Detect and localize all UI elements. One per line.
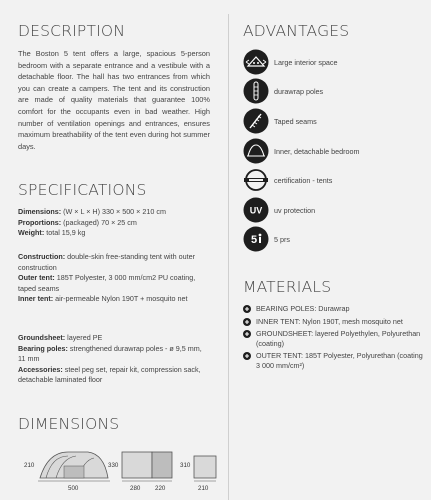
plus-circle-icon bbox=[243, 352, 251, 360]
description-text: The Boston 5 tent offers a large, spacious 5-person bedroom with a separate entrance and a vestibule with a detachable floor. The hall has two entrances from which you can create a campers. The tent and its construction are made of quality materials that guarantee 100% comfort for the occupants even in bad weather. High number of ventilation openings and entrances, ensures maximum breathability of the tent even during hot summer days. bbox=[18, 49, 210, 151]
advantage-label: certification - tents bbox=[274, 175, 333, 185]
vestibule-length-label: 220 bbox=[155, 485, 166, 492]
advantage-label: Large interior space bbox=[274, 57, 338, 67]
advantage-label: uv protection bbox=[274, 205, 316, 215]
inner-length-label: 280 bbox=[130, 485, 141, 492]
spec-line: Dimensions: (W × L × H) 330 × 500 × 210 cm bbox=[18, 207, 166, 216]
material-text: BEARING POLES: Durawrap bbox=[256, 304, 350, 313]
advantage-label: durawrap poles bbox=[274, 86, 324, 96]
list-item bbox=[243, 317, 428, 327]
spec-line: Proportions: (packaged) 70 × 25 cm bbox=[18, 217, 137, 227]
spec-group-1 bbox=[18, 207, 210, 239]
back-depth-label: 210 bbox=[198, 485, 209, 492]
advantages-title: ADVANTAGES bbox=[243, 22, 350, 40]
bedroom-icon bbox=[243, 138, 269, 164]
list-item bbox=[243, 329, 428, 348]
front-view-drawing bbox=[180, 456, 216, 492]
advantage-item bbox=[243, 166, 332, 194]
uv-glyph: UV bbox=[249, 205, 263, 216]
advantage-item bbox=[243, 77, 323, 105]
side-height-label: 210 bbox=[24, 462, 35, 469]
advantage-item bbox=[243, 196, 315, 224]
spec-line: Construction: double-skin free-standing tent with outer construction bbox=[18, 252, 195, 272]
persons-icon bbox=[243, 226, 269, 252]
uv-icon bbox=[243, 197, 269, 223]
advantage-label: 5 prs bbox=[274, 234, 290, 244]
list-item bbox=[243, 304, 428, 314]
dimensions-title: DIMENSIONS bbox=[18, 415, 120, 433]
poles-icon bbox=[243, 78, 269, 104]
plus-circle-icon bbox=[243, 330, 251, 338]
spec-line: Weight: total 15,9 kg bbox=[18, 228, 86, 238]
front-width-label: 330 bbox=[108, 462, 119, 469]
spec-line: Accessories: steel peg set, repair kit, compression sack, detachable laminated floor bbox=[18, 364, 201, 385]
materials-list bbox=[243, 304, 428, 374]
advantage-item bbox=[243, 137, 360, 165]
back-height-label: 310 bbox=[180, 462, 191, 469]
description-title: DESCRIPTION bbox=[18, 22, 126, 40]
side-view-drawing bbox=[24, 452, 110, 492]
materials-title: MATERIALS bbox=[243, 278, 332, 296]
material-text: OUTER TENT: 185T Polyester, Polyurethan (coating 3 000 mm/cm²) bbox=[256, 351, 423, 370]
certification-icon bbox=[243, 167, 269, 193]
spec-group-2 bbox=[18, 252, 210, 305]
spec-line: Bearing poles: strengthened durawrap poles - ø 9,5 mm, 11 mm bbox=[18, 343, 202, 364]
dimension-drawings bbox=[18, 448, 238, 492]
list-item bbox=[243, 351, 428, 370]
advantage-label: Taped seams bbox=[274, 116, 317, 126]
column-divider bbox=[228, 14, 229, 500]
material-text: GROUNDSHEET: layered Polyethylen, Polyurethan (coating) bbox=[256, 329, 421, 348]
taped-seams-icon bbox=[243, 108, 269, 134]
spec-group-3 bbox=[18, 333, 210, 386]
advantage-label: Inner, detachable bedroom bbox=[274, 146, 360, 156]
spec-line: Inner tent: air-permeable Nylon 190T + mosquito net bbox=[18, 294, 188, 304]
plus-circle-icon bbox=[243, 318, 251, 326]
material-text: INNER TENT: Nylon 190T, mesh mosquito net bbox=[256, 316, 403, 326]
advantage-item bbox=[243, 225, 290, 253]
spec-line: Groundsheet: layered PE bbox=[18, 333, 103, 342]
interior-space-icon bbox=[243, 49, 269, 75]
persons-glyph: 5 bbox=[250, 234, 258, 246]
side-length-label: 500 bbox=[68, 485, 79, 492]
plus-circle-icon bbox=[243, 305, 251, 313]
advantage-item bbox=[243, 107, 317, 135]
spec-line: Outer tent: 185T Polyester, 3 000 mm/cm2 PU coating, taped seams bbox=[18, 273, 196, 293]
advantage-item bbox=[243, 48, 338, 76]
floor-plan-drawing bbox=[108, 452, 172, 492]
specifications-title: SPECIFICATIONS bbox=[18, 181, 147, 199]
